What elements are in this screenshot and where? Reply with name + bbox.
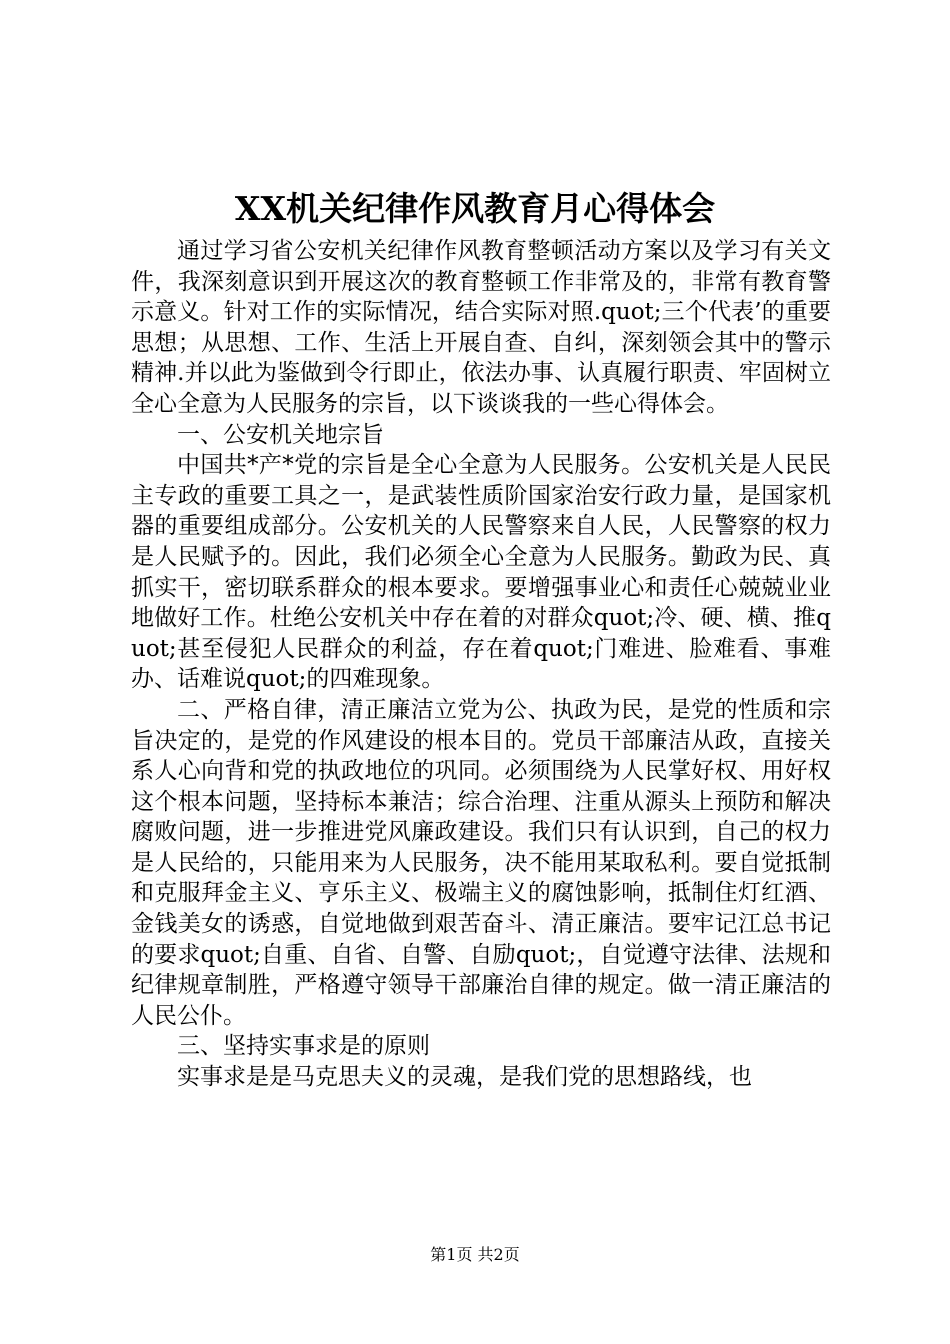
section-heading-1: 一、公安机关地宗旨 — [177, 421, 384, 448]
paragraph-section-1: 中国共*产*党的宗旨是全心全意为人民服务。公安机关是人民民主专政的重要工具之一，是武装性质阶国家治安行政力量，是国家机器的重要组成部分。公安机关的人民警察来自人民，人民警察的权力是人民赋予的。因此，我们必须全心全意为人民服务。勤政为民、真抓实干，密切联系群众的根本要求。要增强事业心和责任心兢兢业业地做好工作。杜绝公安机关中存在着的对群众quot;冷、硬、横、推quot;甚至侵犯人民群众的利益，存在着quot;门难进、脸难看、事难办、话难说quot;的四难现象。 — [131, 452, 831, 693]
paragraph-section-2: 二、严格自律，清正廉洁立党为公、执政为民，是党的性质和宗旨决定的，是党的作风建设的根本目的。党员干部廉洁从政，直接关系人心向背和党的执政地位的巩同。必须围绕为人民掌好权、用好权这个根本问题，坚持标本兼洁；综合治理、注重从源头上预防和解决腐败问题，进一步推进党风廉政建设。我们只有认识到，自己的权力是人民给的，只能用来为人民服务，决不能用某取私利。要自觉抵制和克服拜金主义、亨乐主义、极端主义的腐蚀影响，抵制住灯红酒、金钱美女的诱惑，自觉地做到艰苦奋斗、清正廉洁。要牢记江总书记的要求quot;自重、自省、自警、自励quot;，自觉遵守法律、法规和纪律规章制胜，严格遵守领导干部廉治自律的规定。做一清正廉洁的人民公仆。 — [131, 696, 831, 1029]
document-title: XX机关纪律作风教育月心得体会 — [234, 189, 716, 228]
page-footer: 第1页 共2页 — [430, 1245, 520, 1264]
paragraph-section-3: 实事求是是马克思夫义的灵魂，是我们党的思想路线，也 — [177, 1064, 752, 1091]
paragraph-intro: 通过学习省公安机关纪律作风教育整顿活动方案以及学习有关文件，我深刻意识到开展这次的教育整顿工作非常及的，非常有教育警示意义。针对工作的实际情况，结合实际对照.quot;三个代表’的重要思想；从思想、工作、生活上开展自查、自纠，深刻领会其中的警示精神.并以此为鉴做到令行即止，依法办事、认真履行职责、牢固树立全心全意为人民服务的宗旨，以下谈谈我的一些心得体会。 — [131, 238, 831, 417]
document-body — [131, 236, 831, 1093]
section-heading-3: 三、坚持实事求是的原则 — [177, 1033, 430, 1060]
